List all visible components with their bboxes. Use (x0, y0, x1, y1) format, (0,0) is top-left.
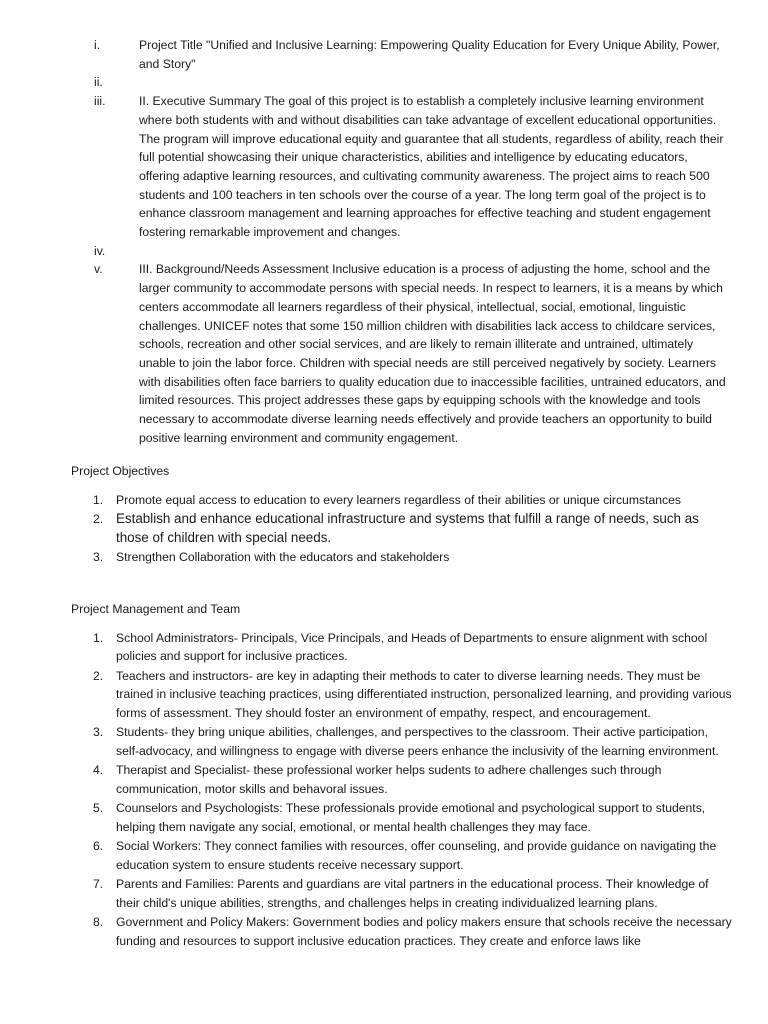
list-item (0, 510, 768, 547)
outline-numeral: i. (94, 38, 101, 52)
list-item (0, 629, 768, 666)
list-item (0, 761, 768, 798)
team-member-text: Teachers and instructors- are key in adapting their methods to cater to diverse learning needs. They must be trained in inclusive teaching practices, using differentiated instruction, personalized learning, and providing various forms of assessment. They should foster an environment of empathy, respect, and encouragement. (116, 668, 732, 721)
list-item (0, 723, 768, 760)
list-item (0, 548, 768, 567)
outline-empty-text (139, 242, 731, 261)
list-number: 3. (93, 725, 104, 740)
team-member-text: School Administrators- Principals, Vice Principals, and Heads of Departments to ensure alignment with school policies and support for inclusive practices. (116, 630, 708, 664)
list-item (0, 799, 768, 836)
outline-item-empty (0, 73, 768, 92)
list-number: 2. (93, 512, 104, 527)
list-item (0, 491, 768, 510)
list-number: 2. (93, 668, 104, 683)
team-member-text: Therapist and Specialist- these professional worker helps sudents to adhere challenges such through communication, motor skills and behavoral issues. (116, 763, 662, 796)
objectives-heading: Project Objectives (71, 464, 170, 479)
list-item (0, 913, 768, 950)
list-item (0, 837, 768, 874)
outline-item-background (0, 260, 768, 447)
roman-outline-list (0, 36, 768, 447)
outline-item-executive-summary (0, 92, 768, 242)
list-number: 6. (93, 839, 104, 854)
list-number: 1. (93, 630, 104, 645)
outline-numeral: ii. (94, 75, 103, 90)
list-number: 4. (93, 763, 104, 778)
team-member-text: Counselors and Psychologists: These professionals provide emotional and psychological support to students, helping them navigate any social, emotional, or mental health challenges they may face. (116, 801, 706, 834)
team-member-text: Social Workers: They connect families with resources, offer counseling, and provide guidance on navigating the education system to ensure students receive necessary support. (116, 839, 717, 872)
objective-text: Promote equal access to education to every learners regardless of their abilities or unique circumstances (116, 493, 681, 508)
objectives-list (0, 491, 768, 566)
executive-summary-text: II. Executive Summary The goal of this project is to establish a completely inclusive learning environment where both students with and without disabilities can take advantage of excellent educational opportunities. The program will improve educational equity and guarantee that all students, regardless of ability, reach their full potential showcasing their unique characteristics, abilities and intelligence by educating educators, offering adaptive learning resources, and cultivating community awareness. The project aims to reach 500 students and 100 teachers in ten schools over the course of a year. The long term goal of the project is to enhance classroom management and learning approaches for effective teaching and student engagement fostering remarkable improvement and changes. (139, 94, 724, 240)
background-needs-text: III. Background/Needs Assessment Inclusive education is a process of adjusting the home, school and the larger community to accommodate persons with special needs. In respect to learners, it is a means by which centers accommodate all learners regardless of their physical, intellectual, social, emotional, linguistic challenges. UNICEF notes that some 150 million children with disabilities lack access to childcare services, schools, recreation and other social services, and are likely to remain illiterate and untrained, ultimately unable to join the labor force. Children with special needs are still perceived negatively by society. Learners with disabilities often face barriers to quality education due to inaccessible facilities, untrained educators, and limited resources. This project addresses these gaps by equipping schools with the knowledge and tools necessary to accommodate diverse learning needs effectively and provide teachers an opportunity to build positive learning environment and community engagement. (139, 262, 726, 445)
outline-empty-text (139, 73, 731, 92)
list-number: 1. (93, 493, 104, 508)
outline-numeral: iv. (94, 243, 106, 258)
list-item (0, 667, 768, 723)
project-title-text: Project Title "Unified and Inclusive Learning: Empowering Quality Education for Every Unique Ability, Power, and Story" (139, 38, 720, 71)
outline-numeral: iii. (94, 94, 106, 109)
section-spacer (0, 447, 768, 459)
team-member-text: Government and Policy Makers: Government bodies and policy makers ensure that schools receive the necessary funding and resources to support inclusive education practices. They create and enforce laws like (116, 914, 732, 948)
outline-item-empty (0, 242, 768, 261)
outline-numeral: v. (94, 262, 103, 277)
objective-text: Strengthen Collaboration with the educators and stakeholders (116, 549, 450, 564)
team-heading: Project Management and Team (71, 602, 241, 617)
list-number: 8. (93, 914, 104, 929)
team-member-text: Parents and Families: Parents and guardians are vital partners in the educational process. Their knowledge of their child's unique abilities, strengths, and challenges helps in creating individualized learning plans. (116, 876, 709, 910)
list-number: 5. (93, 801, 104, 816)
team-member-text: Students- they bring unique abilities, challenges, and perspectives to the classroom. Their active participation, self-advocacy, and willingness to engage with diverse peers enhance the inclusivity of the learning environment. (116, 725, 719, 758)
section-spacer (0, 567, 768, 597)
objective-text: Establish and enhance educational infrastructure and systems that fulfill a range of needs, such as those of children with special needs. (116, 511, 699, 545)
list-number: 3. (93, 549, 104, 564)
outline-item-title (0, 36, 768, 73)
list-number: 7. (93, 876, 104, 891)
list-item (0, 875, 768, 912)
team-list (0, 629, 768, 950)
